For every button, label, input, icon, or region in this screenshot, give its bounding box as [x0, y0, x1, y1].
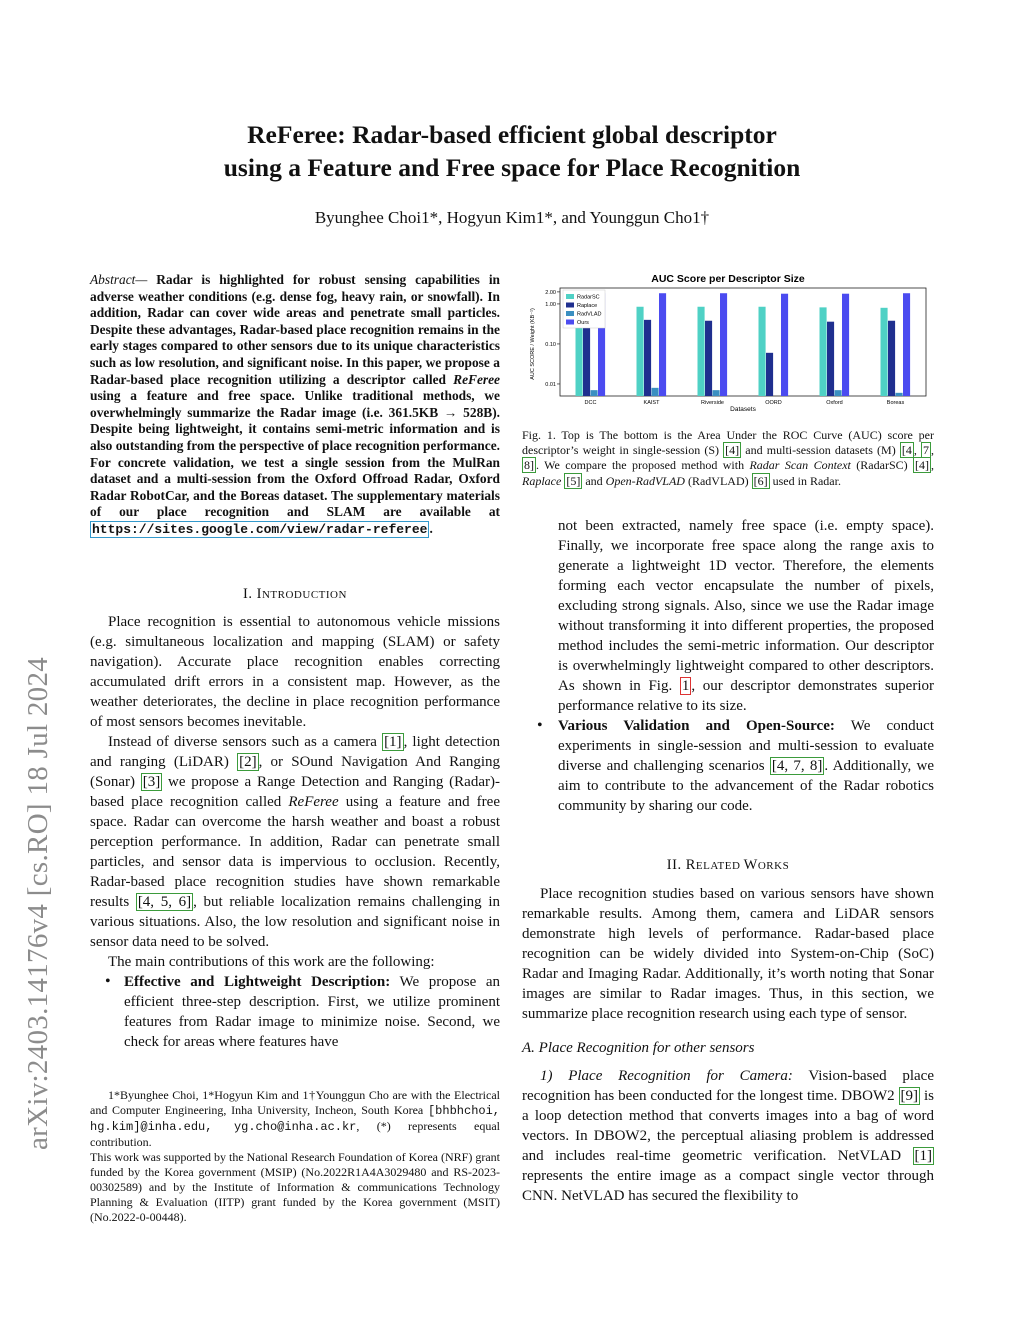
camera-paragraph — [522, 1066, 934, 1206]
footnote-affiliation — [90, 1088, 500, 1150]
caption-text-f: and — [582, 473, 606, 488]
camera-text-a: Vision-based place recognition has been conducted for the longest time. DBOW2 — [522, 1068, 934, 1104]
y-tick-label: 1.00 — [545, 301, 556, 308]
section-heading-related — [522, 857, 934, 874]
intro-paragraph-3: The main contributions of this work are the following: — [108, 954, 435, 970]
caption-text-g: (RadVLAD) — [684, 473, 752, 488]
bar-radarsc-riverside — [698, 307, 705, 396]
footnote-affiliation-end: , (*) represents equal contribution. — [90, 1119, 500, 1149]
caption-text-c: . We compare the proposed method with — [536, 458, 750, 473]
intro-p2-a: Instead of diverse sensors such as a camera — [108, 734, 383, 750]
x-tick-label: Boreas — [886, 400, 905, 406]
rw-heading-num: II. — [666, 857, 686, 873]
chart-y-ticks — [545, 290, 560, 388]
bar-raplace-oxford — [827, 322, 834, 396]
contribution-2-title: Various Validation and Open-Source: — [558, 718, 835, 734]
legend-swatch — [566, 320, 574, 325]
intro-body — [90, 612, 500, 1052]
contribution-2-text-a: We conduct experiments in single-session and multi-session to evaluate diverse and challenging scenarios — [558, 718, 934, 774]
y-tick-label: 0.01 — [545, 381, 556, 388]
bar-raplace-boreas — [888, 321, 895, 396]
caption-text-d: (RadarSC) — [850, 458, 914, 473]
auc-bar-chart — [522, 268, 934, 414]
intro-paragraph-1: Place recognition is essential to autonomous vehicle missions (e.g. simultaneous localization and mapping (SLAM) or safety navigation). Accurate place recognition enables correcting accumulated drift errors in a consistent map. However, as the weather deteriorates, the decline in place recognition performance of most sensors becomes inevitable. — [90, 614, 500, 730]
bar-raplace-dcc — [583, 320, 590, 396]
citation-link[interactable]: [2] — [239, 754, 257, 770]
abstract-text-b: using a feature and free space. Unlike traditional methods, we overwhelmingly summarize the Radar image (i.e. 361.5KB → 528B). Despite being lightweight, it contains semi-metric information and is also outstanding from the perspective of place recognition performance. For concrete validation, we test a single session from the MulRan dataset and a multi-session from the Oxford Offroad Radar, Oxford Radar RobotCar, and the Boreas dataset. The supplementary materials of our place recognition and SLAM are available at — [90, 388, 500, 520]
intro-heading-cap: I — [256, 586, 262, 602]
x-tick-label: KAIST — [643, 400, 660, 406]
bar-radvlad-boreas — [896, 393, 903, 396]
abstract: Abstract— Radar is highlighted for robust sensing capabilities in adverse weather conditions (e.g. dense fog, heavy rain, or snowfall). In addition, Radar can cover wide areas and penetrate small particles. Despite these advantages, Radar-based place recognition remains in the early stages compared to other sensors due to its unique characteristics such as low resolution, and significant noise. In this paper, we propose a Radar-based place recognition utilizing a descriptor called ReFeree using a feature and free space. Unlike traditional methods, we overwhelmingly summarize the Radar image (i.e. 361.5KB → 528B). Despite being lightweight, it contains semi-metric information and is also outstanding from the perspective of place recognition performance. For concrete validation, we test a single session from the MulRan dataset and a multi-session from the Oxford Offroad Radar, Oxford Radar RobotCar, and the Boreas dataset. The supplementary materials of our place recognition and SLAM are available at https://sites.google.com/view/radar-referee . — [90, 272, 500, 537]
citation-link[interactable]: [4, 5, 6] — [137, 894, 192, 910]
citation-link[interactable]: [3] — [142, 774, 161, 790]
legend-swatch — [566, 303, 574, 308]
figure-caption: Fig. 1. Top is The bottom is the Area Under the ROC Curve (AUC) score per descriptor’s weight in single-session (S) [4] and multi-session datasets (M) [4 , 7 , 8] . We compare the proposed method with Radar Scan Context (RadarSC) [4] , Raplace [5] and Open-RadVLAD (RadVLAD) [6] used in Radar. — [522, 428, 935, 488]
rw-heading-cap2: W — [743, 857, 758, 873]
rw-heading-rest2: ORKS — [757, 860, 790, 872]
citation-link[interactable]: [6] — [753, 473, 768, 488]
intro-heading-num: I. — [243, 586, 257, 602]
legend-swatch — [566, 311, 574, 316]
title-line-2: using a Feature and Free space for Place Recognition — [223, 153, 801, 182]
footnote-funding: This work was supported by the National Research Foundation of Korea (NRF) grant funded by the Korea government (MSIP) (No.2022R1A4A3029480 and RS-2023-00302589) and by the Institute of Information & communications Technology Planning & Evaluation (IITP) grant funded by the Korea government (MSIT) (No.2022-0-00448). — [90, 1150, 500, 1224]
chart-plot-area — [560, 288, 926, 396]
caption-method-3: Open-RadVLAD — [605, 473, 685, 488]
author-list: Byunghee Choi1*, Hogyun Kim1*, and Younggun Cho1† — [314, 208, 710, 227]
related-works-body — [522, 884, 934, 1206]
contribution-1-cont-a: not been extracted, namely free space (i.e. empty space). Finally, we incorporate free space along the range axis to generate a lightweight 1D vector. Therefore, the elements forming each vector encapsulate the number of pixels, excluding strong signals. Also, since we use the Radar image without transforming it into different properties, the proposed method includes the semi-metric information. Our descriptor is overwhelmingly lightweight compared to other descriptors. As shown in Fig. — [558, 518, 934, 694]
bar-raplace-oord — [766, 353, 773, 396]
contributions-continued — [522, 516, 934, 816]
abstract-label: Abstract— — [90, 272, 148, 287]
abstract-method-name: ReFeree — [453, 371, 500, 387]
legend-label: Raplace — [577, 303, 598, 310]
intro-method-name: ReFeree — [288, 794, 339, 810]
bar-raplace-kaist — [644, 320, 651, 396]
bar-raplace-riverside — [705, 321, 712, 396]
chart-x-label: Datasets — [730, 406, 756, 413]
intro-p2-d: we propose a Range Detection and Ranging (Radar)-based place recognition called — [90, 774, 500, 810]
citation-link[interactable]: 8] — [524, 458, 534, 473]
caption-method-1: Radar Scan Context — [749, 458, 851, 473]
citation-link[interactable]: [9] — [900, 1088, 919, 1104]
footnote-affiliation-text: 1*Byunghee Choi, 1*Hogyun Kim and 1†Younggun Cho are with the Electrical and Computer Engineering, Inha University, Incheon, South Korea — [90, 1088, 500, 1117]
legend-label: Ours — [577, 320, 589, 327]
camera-text-b: is a loop detection method that converts images into a bag of word vectors. In DBOW2, the perceptual aliasing problem is addressed and includes real-time geometric verification. NetVLAD — [522, 1088, 934, 1164]
bar-radvlad-oxford — [835, 390, 842, 396]
intro-p2-b: , light detection and ranging (LiDAR) — [90, 734, 500, 770]
bar-radvlad-riverside — [713, 390, 720, 396]
rw-heading-rest1: ELATED — [695, 860, 744, 872]
contribution-item-2 — [522, 716, 934, 816]
bar-radvlad-dcc — [591, 390, 598, 396]
x-tick-label: DCC — [584, 400, 597, 406]
bar-ours-oxford — [842, 294, 849, 396]
subsection-heading-a: A. Place Recognition for other sensors — [522, 1040, 755, 1056]
citation-link[interactable]: [1] — [384, 734, 402, 750]
y-tick-label: 2.00 — [545, 289, 556, 296]
chart-y-label: AUC SCORE / Weight (KB⁻¹) — [530, 308, 536, 380]
x-tick-label: Riverside — [701, 400, 724, 406]
bar-radvlad-kaist — [652, 388, 659, 396]
contribution-1-text: We propose an efficient three-step description. First, we utilize prominent features from Radar image to minimize noise. Second, we check for areas where features have — [124, 974, 500, 1050]
citation-link[interactable]: [1] — [914, 1148, 932, 1164]
rw-heading-cap1: R — [685, 857, 696, 873]
x-tick-label: OORD — [765, 400, 782, 406]
caption-text-h: used in Radar. — [769, 473, 841, 488]
abstract-text-a: Radar is highlighted for robust sensing capabilities in adverse weather conditions (e.g. dense fog, heavy rain, or snowfall). In addition, Radar can cover wide areas and penetrate small particles. Despite these advantages, Radar-based place recognition remains in the early stages compared to other sensors due to its unique characteristics such as low resolution, and significant noise. In this paper, we propose a Radar-based place recognition utilizing a descriptor called — [90, 272, 500, 387]
contribution-2-text-b: . Additionally, we aim to contribute to the advancement of the Radar robotics community by sharing our code. — [558, 758, 934, 814]
legend-label: RadVLAD — [577, 311, 602, 318]
legend-swatch — [566, 294, 574, 299]
bullet-icon: • — [537, 717, 543, 734]
figure-ref-link[interactable]: 1 — [681, 678, 690, 694]
legend-label: RadarSC — [577, 294, 600, 301]
footnote — [90, 1088, 500, 1225]
bar-radarsc-oord — [759, 307, 766, 396]
intro-paragraph-2 — [90, 732, 500, 952]
chart-bars — [576, 293, 911, 396]
caption-text-a: Fig. 1. Top is The bottom is the Area Under the ROC Curve (AUC) score per descriptor’s weight in single-session (S) — [522, 428, 934, 458]
footnote-emails: [bhbhchoi, hg.kim]@inha.edu, yg.cho@inha.ac.kr — [90, 1104, 500, 1134]
camera-text-c: represents the entire image as a compact single vector through CNN. NetVLAD has secured the flexibility to — [522, 1168, 934, 1204]
intro-heading-rest: NTRODUCTION — [261, 589, 347, 601]
y-tick-label: 0.10 — [545, 341, 556, 348]
intro-p2-e: using a feature and free space. Radar can overcome the harsh weather and boast a robust perception performance. In addition, Radar can penetrate small particles, and sensor data is impervious to occlusion. Recently, Radar-based place recognition studies have shown remarkable results — [90, 794, 500, 910]
contribution-1-cont-b: , our descriptor demonstrates superior performance relative to its size. — [558, 678, 934, 714]
bar-ours-riverside — [720, 293, 727, 396]
citation-link[interactable]: [5] — [566, 473, 581, 488]
contribution-1-title: Effective and Lightweight Description: — [124, 974, 391, 990]
chart-legend — [563, 290, 605, 328]
citation-link[interactable]: [4 — [901, 443, 912, 458]
bullet-icon: • — [105, 973, 111, 990]
contribution-item-1 — [90, 972, 500, 1052]
arxiv-stamp: arXiv:2403.14176v4 [cs.RO] 18 Jul 2024 — [22, 656, 54, 1150]
camera-paragraph-head: 1) Place Recognition for Camera: — [540, 1068, 793, 1084]
paper-title — [0, 118, 1024, 184]
section-heading-intro — [90, 586, 500, 603]
bar-radarsc-oxford — [820, 307, 827, 396]
bar-ours-boreas — [903, 293, 910, 396]
citation-link[interactable]: [4, 7, 8] — [771, 758, 823, 774]
intro-p2-c: , or SOund Navigation And Ranging (Sonar) — [90, 754, 500, 790]
caption-method-2: Raplace — [522, 473, 562, 488]
bar-ours-kaist — [659, 293, 666, 396]
caption-text-e: , — [931, 458, 935, 473]
chart-title: AUC Score per Descriptor Size — [651, 273, 805, 285]
citation-link[interactable]: [4] — [915, 458, 930, 473]
citation-link[interactable]: [4] — [725, 443, 740, 458]
title-line-1: ReFeree: Radar-based efficient global descriptor — [247, 120, 777, 149]
supplementary-link[interactable]: https://sites.google.com/view/radar-referee — [92, 521, 428, 537]
contribution-1-continued — [522, 516, 934, 716]
bar-radarsc-boreas — [881, 308, 888, 396]
caption-text-b: and multi-session datasets (M) — [741, 443, 900, 458]
bar-ours-oord — [781, 294, 788, 396]
related-paragraph-1: Place recognition studies based on various sensors have shown remarkable results. Among them, camera and LiDAR sensors demonstrate high levels of performance. Radar-based place recognition can be widely divided into System-on-Chip (SoC) Radar and Imaging Radar. Additionally, it’s worth noting that Sonar images are similar to Radar images. Thus, in this section, we summarize place recognition research using each type of sensor. — [522, 886, 934, 1022]
citation-link[interactable]: 7 — [923, 443, 930, 458]
x-tick-label: Oxford — [826, 400, 843, 406]
intro-p2-f: , but reliable localization remains challenging in various situations. Also, the low resolution and significant noise in sensor data need to be solved. — [90, 894, 500, 950]
bar-radarsc-kaist — [637, 307, 644, 396]
